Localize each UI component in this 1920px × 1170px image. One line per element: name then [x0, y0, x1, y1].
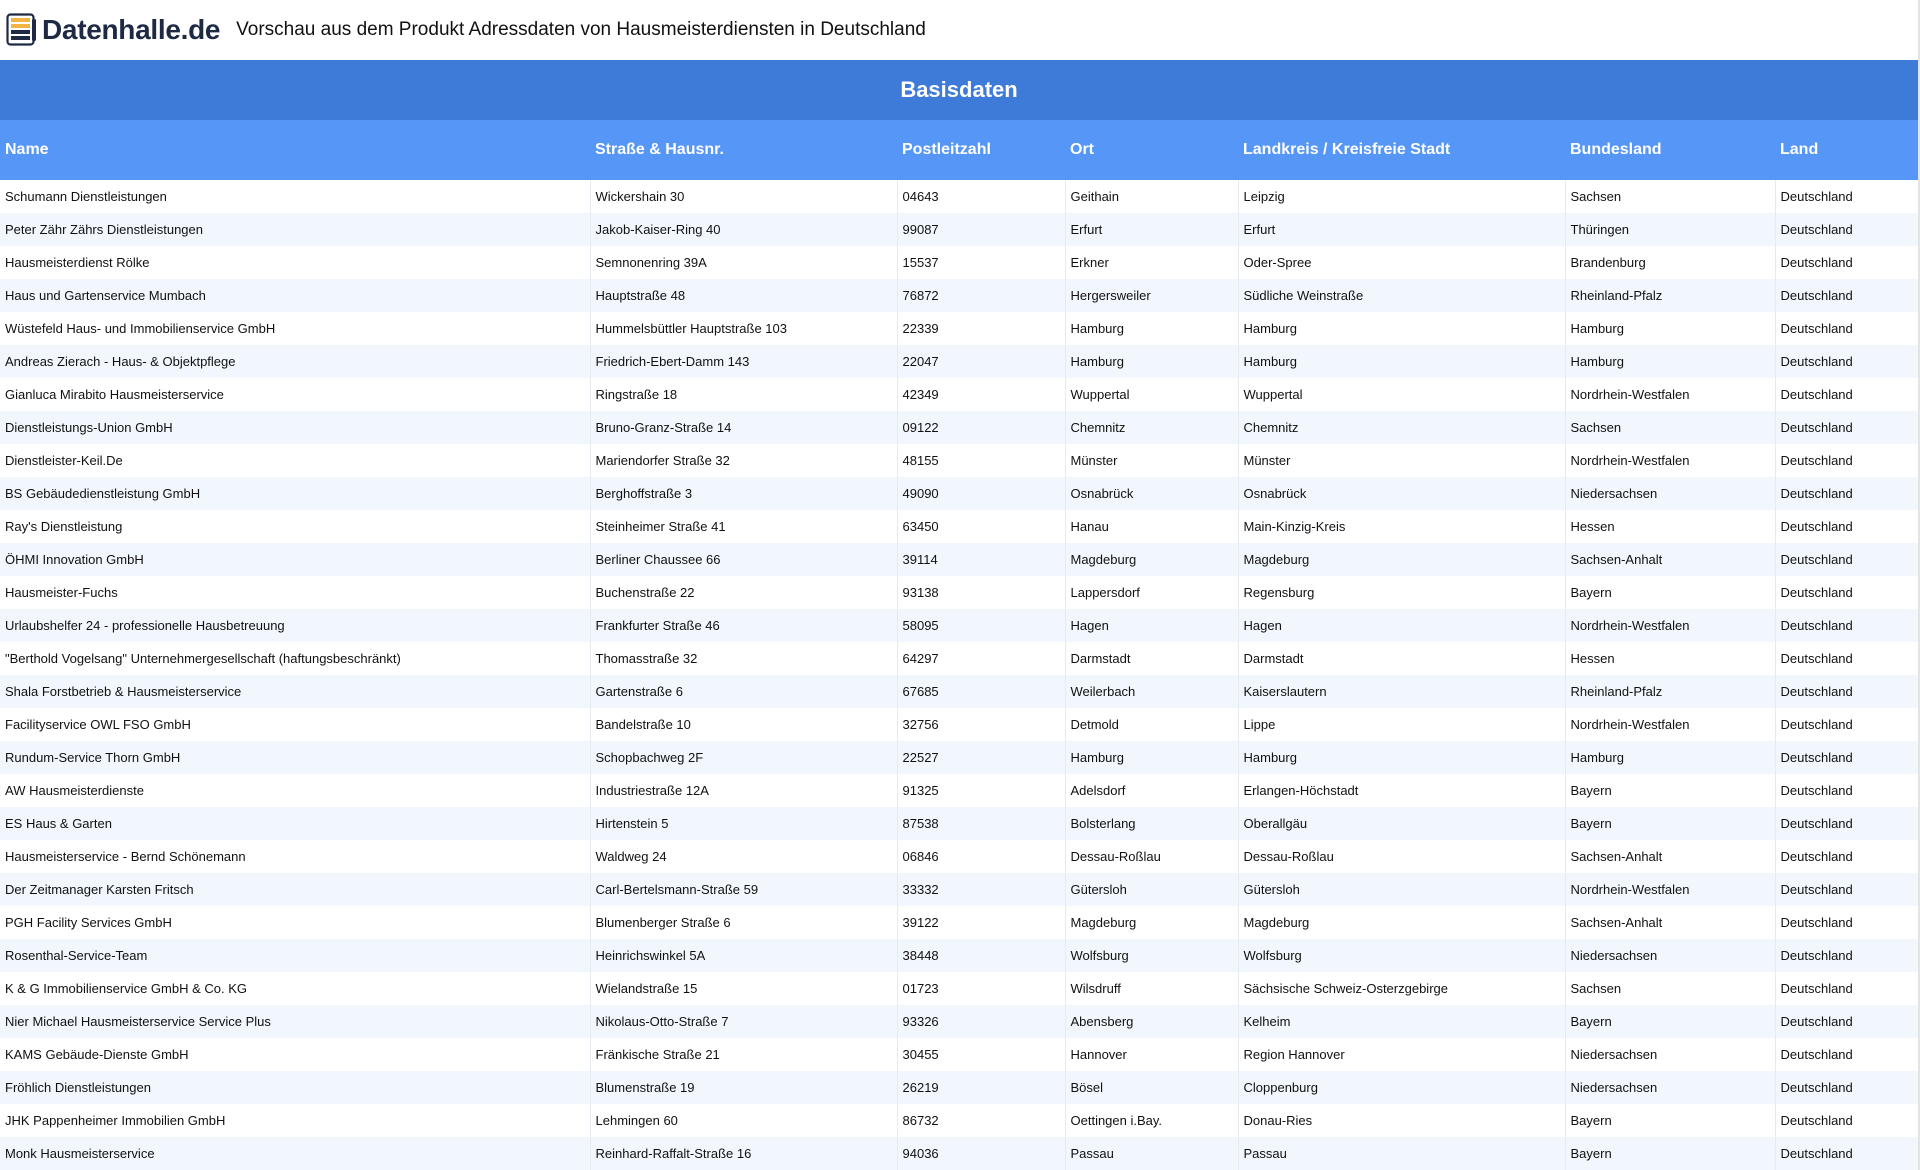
- table-cell: Rheinland-Pfalz: [1565, 279, 1775, 312]
- table-cell: Erfurt: [1238, 213, 1565, 246]
- table-cell: KAMS Gebäude-Dienste GmbH: [0, 1038, 590, 1071]
- table-cell: AW Hausmeisterdienste: [0, 774, 590, 807]
- table-cell: Geithain: [1065, 180, 1238, 213]
- table-cell: 06846: [897, 840, 1065, 873]
- table-cell: Hamburg: [1565, 741, 1775, 774]
- table-cell: ES Haus & Garten: [0, 807, 590, 840]
- table-cell: Wolfsburg: [1065, 939, 1238, 972]
- table-cell: 22339: [897, 312, 1065, 345]
- table-cell: Sachsen-Anhalt: [1565, 906, 1775, 939]
- table-cell: Semnonenring 39A: [590, 246, 897, 279]
- table-cell: Donau-Ries: [1238, 1104, 1565, 1137]
- table-cell: Hummelsbüttler Hauptstraße 103: [590, 312, 897, 345]
- table-cell: 49090: [897, 477, 1065, 510]
- table-row: [0, 312, 1918, 345]
- table-cell: Dessau-Roßlau: [1065, 840, 1238, 873]
- table-cell: Shala Forstbetrieb & Hausmeisterservice: [0, 675, 590, 708]
- table-cell: Adelsdorf: [1065, 774, 1238, 807]
- logo-text: Datenhalle.de: [42, 14, 221, 45]
- table-cell: Wielandstraße 15: [590, 972, 897, 1005]
- table-row: [0, 906, 1918, 939]
- table-row: [0, 576, 1918, 609]
- table-row: [0, 741, 1918, 774]
- table-column-headers: [0, 120, 1918, 180]
- table-cell: Chemnitz: [1065, 411, 1238, 444]
- column-header[interactable]: Bundesland: [1565, 120, 1775, 180]
- table-cell: Peter Zähr Zährs Dienstleistungen: [0, 213, 590, 246]
- table-cell: Sachsen: [1565, 411, 1775, 444]
- table-row: [0, 1005, 1918, 1038]
- table-row: [0, 279, 1918, 312]
- table-row: [0, 972, 1918, 1005]
- column-header[interactable]: Land: [1775, 120, 1918, 180]
- table-cell: 94036: [897, 1137, 1065, 1170]
- table-cell: Niedersachsen: [1565, 939, 1775, 972]
- page-header: [0, 0, 1920, 60]
- table-cell: 91325: [897, 774, 1065, 807]
- table-cell: Industriestraße 12A: [590, 774, 897, 807]
- table-cell: Sachsen: [1565, 180, 1775, 213]
- table-cell: 22047: [897, 345, 1065, 378]
- table-group-header: [0, 60, 1918, 120]
- table-cell: Passau: [1238, 1137, 1565, 1170]
- table-cell: Oberallgäu: [1238, 807, 1565, 840]
- table-cell: Lehmingen 60: [590, 1104, 897, 1137]
- table-cell: Nordrhein-Westfalen: [1565, 378, 1775, 411]
- table-cell: ÖHMI Innovation GmbH: [0, 543, 590, 576]
- table-cell: 15537: [897, 246, 1065, 279]
- table-cell: Schumann Dienstleistungen: [0, 180, 590, 213]
- table-cell: 63450: [897, 510, 1065, 543]
- table-cell: Erfurt: [1065, 213, 1238, 246]
- table-cell: Deutschland: [1775, 1005, 1918, 1038]
- table-cell: Hamburg: [1565, 312, 1775, 345]
- table-cell: Hauptstraße 48: [590, 279, 897, 312]
- table-cell: Bayern: [1565, 1137, 1775, 1170]
- table-cell: Wüstefeld Haus- und Immobilienservice GmbH: [0, 312, 590, 345]
- table-cell: Deutschland: [1775, 939, 1918, 972]
- table-cell: Weilerbach: [1065, 675, 1238, 708]
- table-cell: Der Zeitmanager Karsten Fritsch: [0, 873, 590, 906]
- table-cell: Oder-Spree: [1238, 246, 1565, 279]
- table-cell: Deutschland: [1775, 807, 1918, 840]
- table-cell: Nordrhein-Westfalen: [1565, 444, 1775, 477]
- table-cell: Haus und Gartenservice Mumbach: [0, 279, 590, 312]
- table-cell: Rosenthal-Service-Team: [0, 939, 590, 972]
- table-cell: Abensberg: [1065, 1005, 1238, 1038]
- table-cell: 67685: [897, 675, 1065, 708]
- table-cell: Thüringen: [1565, 213, 1775, 246]
- table-cell: Deutschland: [1775, 312, 1918, 345]
- table-cell: 38448: [897, 939, 1065, 972]
- table-cell: Hirtenstein 5: [590, 807, 897, 840]
- column-header[interactable]: Ort: [1065, 120, 1238, 180]
- table-cell: Deutschland: [1775, 708, 1918, 741]
- table-cell: Frankfurter Straße 46: [590, 609, 897, 642]
- table-cell: Chemnitz: [1238, 411, 1565, 444]
- table-cell: Passau: [1065, 1137, 1238, 1170]
- table-cell: Lappersdorf: [1065, 576, 1238, 609]
- table-cell: Niedersachsen: [1565, 1038, 1775, 1071]
- table-cell: Deutschland: [1775, 741, 1918, 774]
- table-row: [0, 1104, 1918, 1137]
- table-cell: 30455: [897, 1038, 1065, 1071]
- table-cell: Deutschland: [1775, 906, 1918, 939]
- table-cell: Deutschland: [1775, 840, 1918, 873]
- table-cell: Friedrich-Ebert-Damm 143: [590, 345, 897, 378]
- table-row: [0, 246, 1918, 279]
- table-cell: Hamburg: [1065, 345, 1238, 378]
- table-cell: Deutschland: [1775, 345, 1918, 378]
- table-cell: Magdeburg: [1238, 543, 1565, 576]
- table-cell: Gianluca Mirabito Hausmeisterservice: [0, 378, 590, 411]
- table-cell: Bayern: [1565, 1104, 1775, 1137]
- table-cell: Sachsen-Anhalt: [1565, 840, 1775, 873]
- table-cell: Sachsen-Anhalt: [1565, 543, 1775, 576]
- table-cell: Brandenburg: [1565, 246, 1775, 279]
- table-cell: 01723: [897, 972, 1065, 1005]
- table-cell: 39114: [897, 543, 1065, 576]
- table-cell: Deutschland: [1775, 774, 1918, 807]
- table-cell: Hessen: [1565, 510, 1775, 543]
- table-row: [0, 411, 1918, 444]
- table-cell: "Berthold Vogelsang" Unternehmergesellschaft (haftungsbeschränkt): [0, 642, 590, 675]
- table-cell: Heinrichswinkel 5A: [590, 939, 897, 972]
- table-cell: Hausmeisterdienst Rölke: [0, 246, 590, 279]
- table-row: [0, 807, 1918, 840]
- table-cell: Rundum-Service Thorn GmbH: [0, 741, 590, 774]
- table-cell: Deutschland: [1775, 213, 1918, 246]
- table-cell: Berliner Chaussee 66: [590, 543, 897, 576]
- table-cell: Deutschland: [1775, 1137, 1918, 1170]
- table-cell: Wilsdruff: [1065, 972, 1238, 1005]
- table-cell: Bandelstraße 10: [590, 708, 897, 741]
- table-cell: Jakob-Kaiser-Ring 40: [590, 213, 897, 246]
- table-cell: Sachsen: [1565, 972, 1775, 1005]
- database-ledger-icon: [6, 13, 38, 47]
- table-cell: Region Hannover: [1238, 1038, 1565, 1071]
- table-cell: 09122: [897, 411, 1065, 444]
- table-cell: Deutschland: [1775, 972, 1918, 1005]
- table-cell: Deutschland: [1775, 609, 1918, 642]
- data-table-container: [0, 60, 1918, 1170]
- table-cell: Bruno-Granz-Straße 14: [590, 411, 897, 444]
- table-cell: PGH Facility Services GmbH: [0, 906, 590, 939]
- table-cell: 76872: [897, 279, 1065, 312]
- table-cell: Steinheimer Straße 41: [590, 510, 897, 543]
- table-cell: Blumenberger Straße 6: [590, 906, 897, 939]
- table-row: [0, 213, 1918, 246]
- table-cell: Bösel: [1065, 1071, 1238, 1104]
- column-header[interactable]: Postleitzahl: [897, 120, 1065, 180]
- table-cell: 26219: [897, 1071, 1065, 1104]
- column-header[interactable]: Straße & Hausnr.: [590, 120, 897, 180]
- table-cell: Wuppertal: [1238, 378, 1565, 411]
- table-cell: Deutschland: [1775, 246, 1918, 279]
- table-cell: Hamburg: [1238, 312, 1565, 345]
- table-cell: Blumenstraße 19: [590, 1071, 897, 1104]
- table-cell: Deutschland: [1775, 642, 1918, 675]
- table-cell: Regensburg: [1238, 576, 1565, 609]
- table-row: [0, 444, 1918, 477]
- table-cell: Rheinland-Pfalz: [1565, 675, 1775, 708]
- data-table: [0, 60, 1918, 1170]
- table-cell: 32756: [897, 708, 1065, 741]
- table-cell: 33332: [897, 873, 1065, 906]
- table-cell: Cloppenburg: [1238, 1071, 1565, 1104]
- column-header[interactable]: Name: [0, 120, 590, 180]
- table-cell: 04643: [897, 180, 1065, 213]
- table-cell: Hamburg: [1238, 741, 1565, 774]
- table-cell: Nordrhein-Westfalen: [1565, 708, 1775, 741]
- table-cell: 86732: [897, 1104, 1065, 1137]
- table-cell: Osnabrück: [1238, 477, 1565, 510]
- table-row: [0, 510, 1918, 543]
- table-cell: Deutschland: [1775, 543, 1918, 576]
- table-cell: Waldweg 24: [590, 840, 897, 873]
- table-cell: Hamburg: [1065, 312, 1238, 345]
- table-cell: Wuppertal: [1065, 378, 1238, 411]
- table-cell: Hanau: [1065, 510, 1238, 543]
- table-cell: Hamburg: [1065, 741, 1238, 774]
- table-cell: JHK Pappenheimer Immobilien GmbH: [0, 1104, 590, 1137]
- table-row: [0, 1071, 1918, 1104]
- table-cell: Fröhlich Dienstleistungen: [0, 1071, 590, 1104]
- table-cell: Nikolaus-Otto-Straße 7: [590, 1005, 897, 1038]
- table-cell: Hagen: [1238, 609, 1565, 642]
- table-cell: Magdeburg: [1065, 543, 1238, 576]
- table-row: [0, 708, 1918, 741]
- table-cell: Deutschland: [1775, 279, 1918, 312]
- table-cell: Darmstadt: [1065, 642, 1238, 675]
- table-cell: Gartenstraße 6: [590, 675, 897, 708]
- table-cell: Fränkische Straße 21: [590, 1038, 897, 1071]
- table-cell: Kelheim: [1238, 1005, 1565, 1038]
- table-cell: Magdeburg: [1238, 906, 1565, 939]
- table-cell: 93326: [897, 1005, 1065, 1038]
- table-cell: Deutschland: [1775, 675, 1918, 708]
- table-cell: Hessen: [1565, 642, 1775, 675]
- table-row: [0, 609, 1918, 642]
- table-cell: Carl-Bertelsmann-Straße 59: [590, 873, 897, 906]
- table-cell: Erlangen-Höchstadt: [1238, 774, 1565, 807]
- table-cell: Niedersachsen: [1565, 477, 1775, 510]
- table-cell: Monk Hausmeisterservice: [0, 1137, 590, 1170]
- table-cell: 22527: [897, 741, 1065, 774]
- table-cell: Berghoffstraße 3: [590, 477, 897, 510]
- table-cell: Dienstleistungs-Union GmbH: [0, 411, 590, 444]
- column-header[interactable]: Landkreis / Kreisfreie Stadt: [1238, 120, 1565, 180]
- table-cell: Deutschland: [1775, 510, 1918, 543]
- table-cell: Dienstleister-Keil.De: [0, 444, 590, 477]
- table-cell: Wickershain 30: [590, 180, 897, 213]
- table-cell: Darmstadt: [1238, 642, 1565, 675]
- group-header-basisdaten: Basisdaten: [0, 60, 1918, 120]
- table-cell: Hausmeister-Fuchs: [0, 576, 590, 609]
- table-cell: 93138: [897, 576, 1065, 609]
- table-row: [0, 1137, 1918, 1170]
- table-cell: Dessau-Roßlau: [1238, 840, 1565, 873]
- table-cell: Gütersloh: [1065, 873, 1238, 906]
- table-cell: Osnabrück: [1065, 477, 1238, 510]
- table-cell: 64297: [897, 642, 1065, 675]
- table-cell: Mariendorfer Straße 32: [590, 444, 897, 477]
- table-cell: Ringstraße 18: [590, 378, 897, 411]
- table-cell: Detmold: [1065, 708, 1238, 741]
- table-cell: Deutschland: [1775, 180, 1918, 213]
- table-cell: 58095: [897, 609, 1065, 642]
- table-cell: Niedersachsen: [1565, 1071, 1775, 1104]
- table-cell: Leipzig: [1238, 180, 1565, 213]
- table-cell: K & G Immobilienservice GmbH & Co. KG: [0, 972, 590, 1005]
- table-cell: Thomasstraße 32: [590, 642, 897, 675]
- table-cell: Deutschland: [1775, 873, 1918, 906]
- table-row: [0, 1038, 1918, 1071]
- table-cell: Nordrhein-Westfalen: [1565, 873, 1775, 906]
- table-cell: Deutschland: [1775, 1038, 1918, 1071]
- table-cell: Bayern: [1565, 807, 1775, 840]
- table-cell: Hagen: [1065, 609, 1238, 642]
- table-row: [0, 873, 1918, 906]
- table-cell: Bolsterlang: [1065, 807, 1238, 840]
- page-title: Vorschau aus dem Produkt Adressdaten von Hausmeisterdiensten in Deutschland: [236, 19, 926, 40]
- table-cell: Magdeburg: [1065, 906, 1238, 939]
- table-cell: Andreas Zierach - Haus- & Objektpflege: [0, 345, 590, 378]
- table-cell: 99087: [897, 213, 1065, 246]
- table-row: [0, 840, 1918, 873]
- table-cell: Deutschland: [1775, 411, 1918, 444]
- table-cell: Münster: [1238, 444, 1565, 477]
- table-row: [0, 774, 1918, 807]
- table-cell: Hamburg: [1565, 345, 1775, 378]
- table-cell: Kaiserslautern: [1238, 675, 1565, 708]
- table-row: [0, 642, 1918, 675]
- table-cell: Südliche Weinstraße: [1238, 279, 1565, 312]
- table-cell: Hausmeisterservice - Bernd Schönemann: [0, 840, 590, 873]
- table-cell: BS Gebäudedienstleistung GmbH: [0, 477, 590, 510]
- table-cell: Hergersweiler: [1065, 279, 1238, 312]
- table-cell: Nordrhein-Westfalen: [1565, 609, 1775, 642]
- table-cell: Bayern: [1565, 576, 1775, 609]
- table-cell: 48155: [897, 444, 1065, 477]
- table-cell: Deutschland: [1775, 378, 1918, 411]
- table-cell: Urlaubshelfer 24 - professionelle Hausbetreuung: [0, 609, 590, 642]
- table-cell: Lippe: [1238, 708, 1565, 741]
- table-row: [0, 378, 1918, 411]
- table-cell: Facilityservice OWL FSO GmbH: [0, 708, 590, 741]
- table-row: [0, 675, 1918, 708]
- table-cell: Deutschland: [1775, 576, 1918, 609]
- table-cell: Hannover: [1065, 1038, 1238, 1071]
- table-cell: Münster: [1065, 444, 1238, 477]
- table-cell: Bayern: [1565, 774, 1775, 807]
- table-cell: Schopbachweg 2F: [590, 741, 897, 774]
- table-cell: Sächsische Schweiz-Osterzgebirge: [1238, 972, 1565, 1005]
- table-cell: Deutschland: [1775, 444, 1918, 477]
- table-row: [0, 180, 1918, 213]
- table-body: [0, 180, 1918, 1170]
- table-cell: Deutschland: [1775, 1071, 1918, 1104]
- logo[interactable]: [6, 13, 220, 47]
- table-cell: Oettingen i.Bay.: [1065, 1104, 1238, 1137]
- table-cell: Main-Kinzig-Kreis: [1238, 510, 1565, 543]
- table-cell: Reinhard-Raffalt-Straße 16: [590, 1137, 897, 1170]
- table-cell: Nier Michael Hausmeisterservice Service Plus: [0, 1005, 590, 1038]
- table-cell: Ray's Dienstleistung: [0, 510, 590, 543]
- table-row: [0, 939, 1918, 972]
- table-row: [0, 543, 1918, 576]
- table-cell: Bayern: [1565, 1005, 1775, 1038]
- table-row: [0, 477, 1918, 510]
- table-cell: Erkner: [1065, 246, 1238, 279]
- table-cell: Gütersloh: [1238, 873, 1565, 906]
- table-cell: Deutschland: [1775, 1104, 1918, 1137]
- table-cell: 87538: [897, 807, 1065, 840]
- table-row: [0, 345, 1918, 378]
- table-cell: Hamburg: [1238, 345, 1565, 378]
- table-cell: Buchenstraße 22: [590, 576, 897, 609]
- table-cell: Deutschland: [1775, 477, 1918, 510]
- table-cell: Wolfsburg: [1238, 939, 1565, 972]
- table-cell: 42349: [897, 378, 1065, 411]
- table-cell: 39122: [897, 906, 1065, 939]
